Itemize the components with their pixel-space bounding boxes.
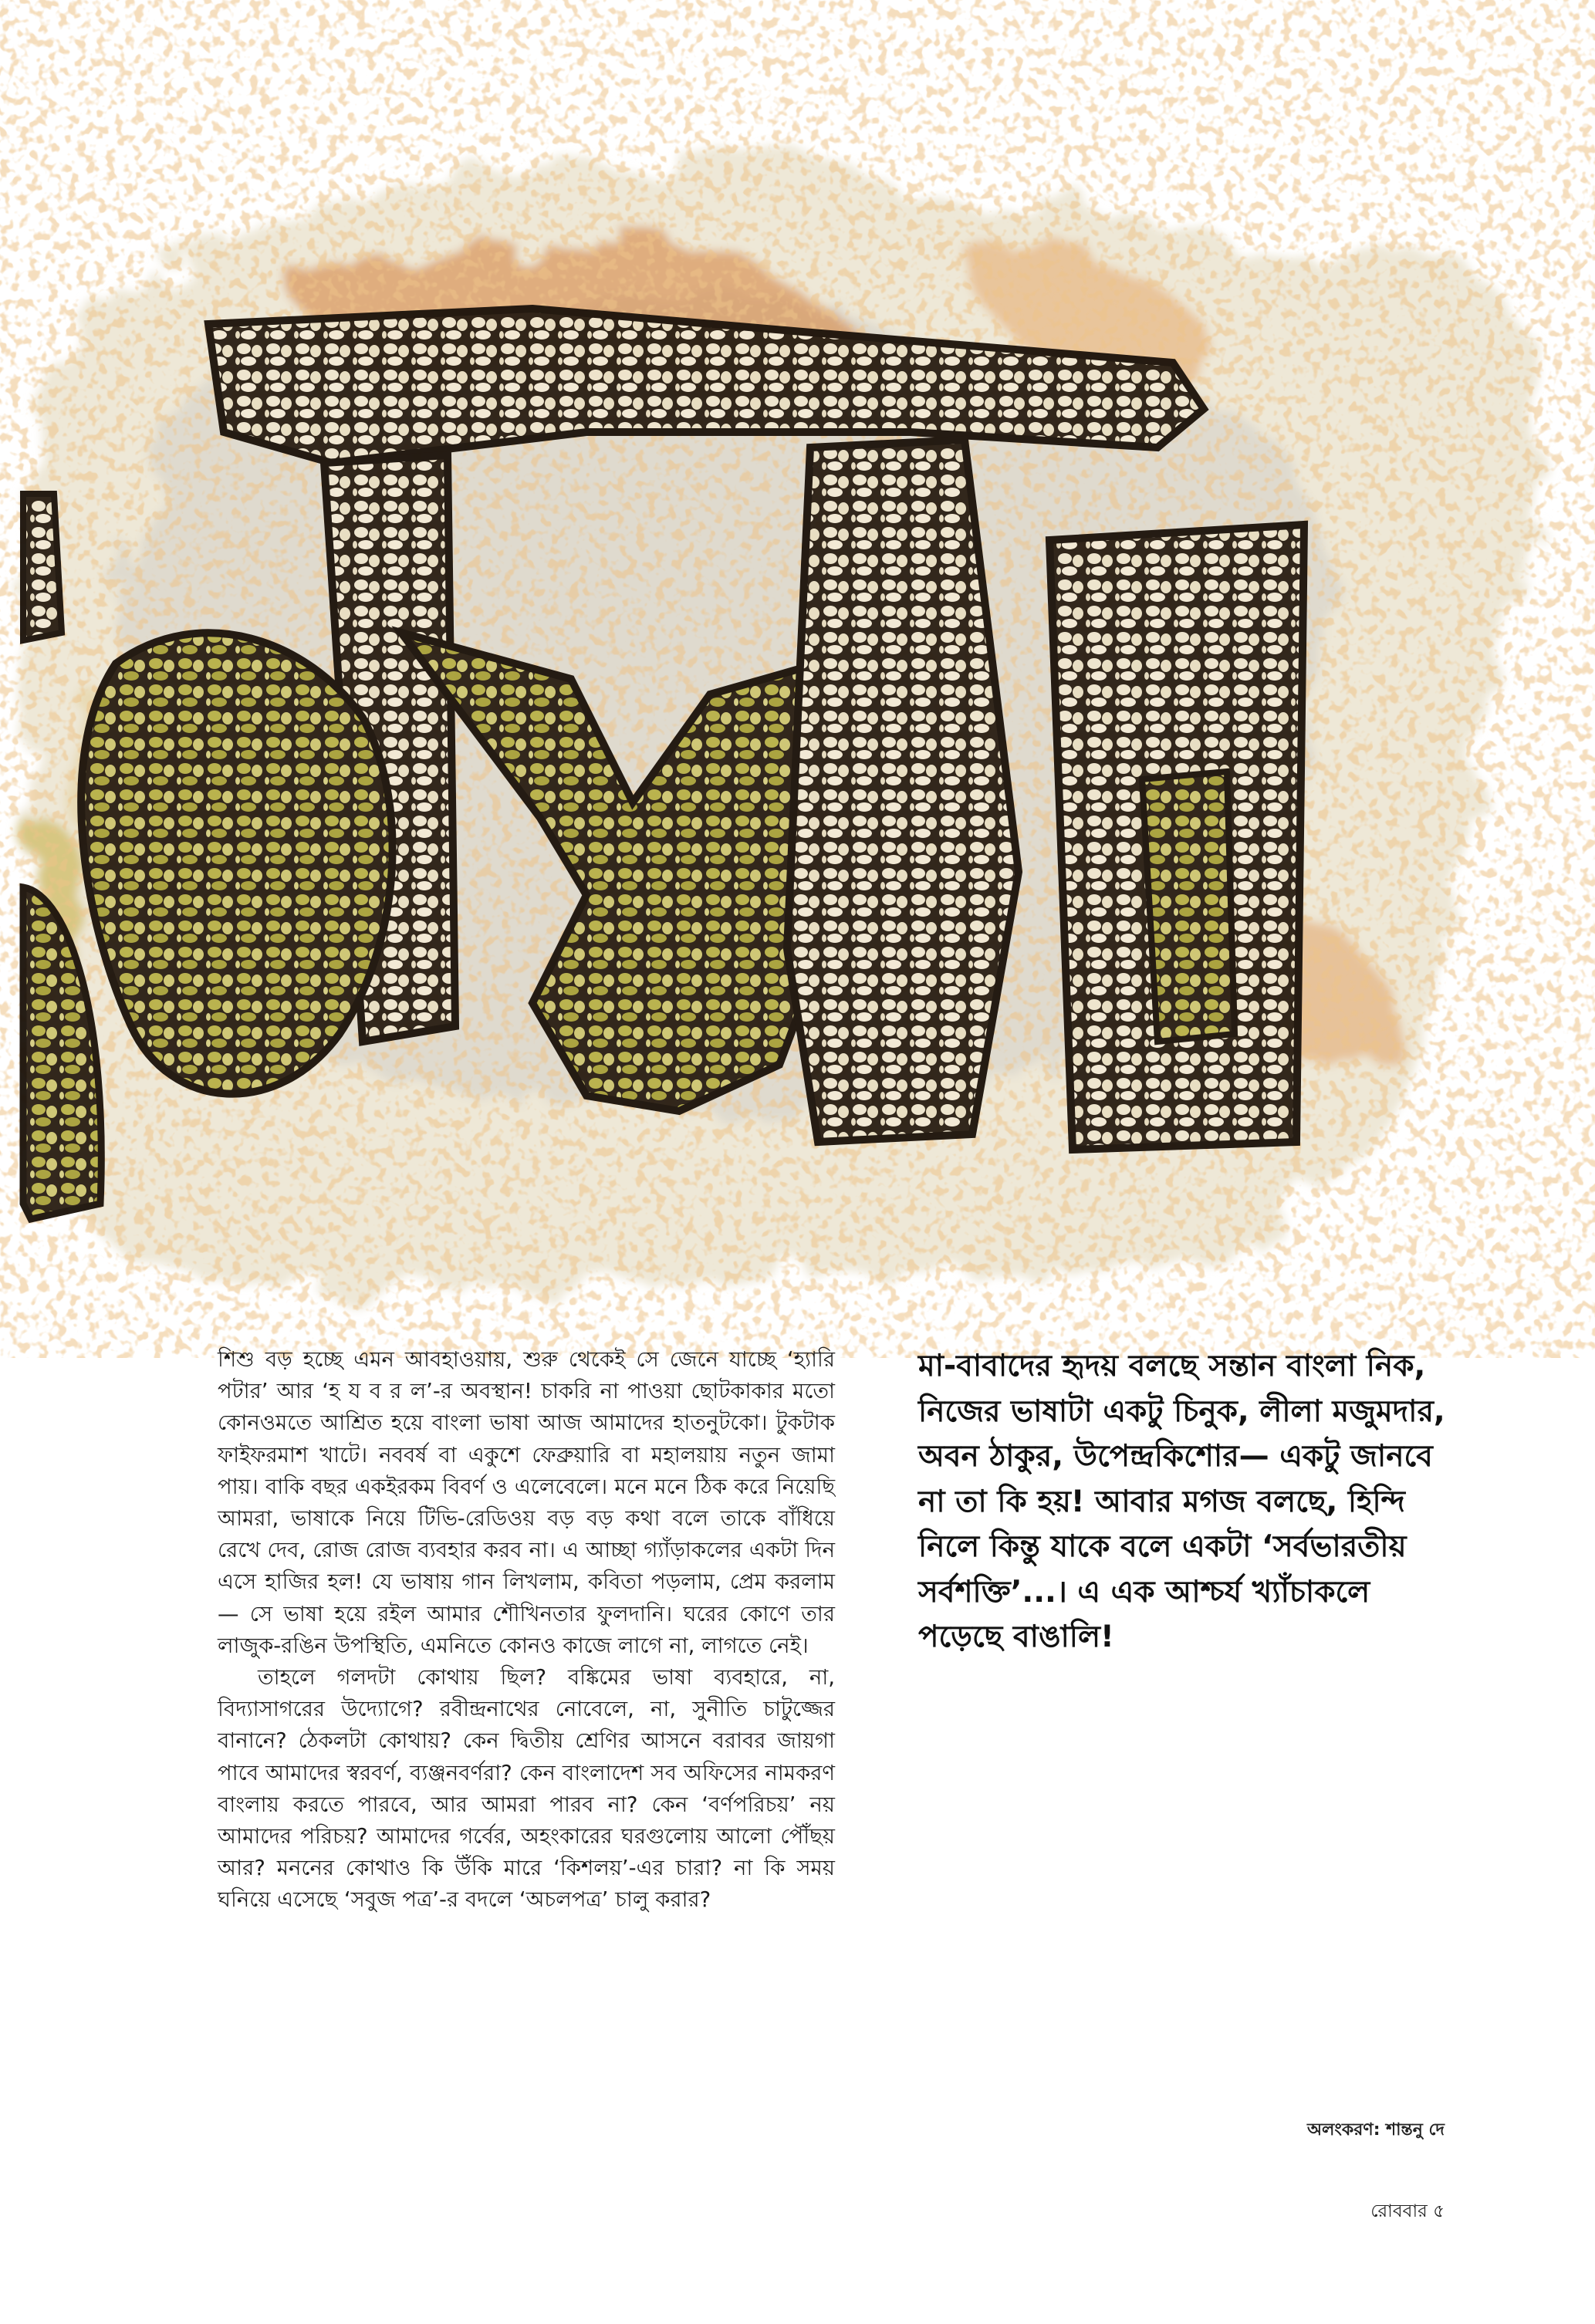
illustration-credit: অলংকরণ: শান্তনু দে (1306, 2120, 1445, 2140)
pull-quote: মা-বাবাদের হৃদয় বলছে সন্তান বাংলা নিক, নিজের ভাষাটা একটু চিনুক, লীলা মজুমদার, অবন ঠাকুর, উপেন্দ্রকিশোর— একটু জানবে না তা কি হয়! আবার মগজ বলছে, হিন্দি নিলে কিন্তু যাকে বলে একটা ‘সর্বভারতীয় সর্বশক্তি’...। এ এক আশ্চর্য খ্যাঁচাকলে পড়েছে বাঙালি! (918, 1349, 1445, 1654)
article-body (218, 1344, 835, 1917)
page-footer: রোববার ৫ (1370, 2201, 1445, 2221)
article-paragraph-2: তাহলে গলদটা কোথায় ছিল? বঙ্কিমের ভাষা ব্যবহারে, না, বিদ্যাসাগরের উদ্যোগে? রবীন্দ্রনাথের নোবেলে, না, সুনীতি চাটুজ্জের বানানে? ঠেকলটা কোথায়? কেন দ্বিতীয় শ্রেণির আসনে বরাবর জায়গা পাবে আমাদের স্বরবর্ণ, ব্যঞ্জনবর্ণরা? কেন বাংলাদেশ সব অফিসের নামকরণ বাংলায় করতে পারবে, আর আমরা পারব না? কেন ‘বর্ণপরিচয়’ নয় আমাদের পরিচয়? আমাদের গর্বের, অহংকারের ঘরগুলোয় আলো পৌঁছয় আর? মননের কোথাও কি উঁকি মারে ‘কিশলয়’-এর চারা? না কি সময় ঘনিয়ে এসেছে ‘সবুজ পত্র’-র বদলে ‘অচলপত্র’ চালু করার? (218, 1665, 835, 1913)
article-paragraph-1: শিশু বড় হচ্ছে এমন আবহাওয়ায়, শুরু থেকেই সে জেনে যাচ্ছে ‘হ্যারি পটার’ আর ‘হ য ব র ল’-র অবস্থান! চাকরি না পাওয়া ছোটকাকার মতো কোনওমতে আশ্রিত হয়ে বাংলা ভাষা আজ আমাদের হাতনুটকো। টুকটাক ফাইফরমাশ খাটে। নববর্ষ বা একুশে ফেব্রুয়ারি বা মহালয়ায় নতুন জামা পায়। বাকি বছর একইরকম বিবর্ণ ও এলেবেলে। মনে মনে ঠিক করে নিয়েছি আমরা, ভাষাকে নিয়ে টিভি-রেডিওয় বড় বড় কথা বলে তাকে বাঁধিয়ে রেখে দেব, রোজ রোজ ব্যবহার করব না। এ আচ্ছা গ্যাঁড়াকলের একটা দিন এসে হাজির হল! যে ভাষায় গান লিখলাম, কবিতা পড়লাম, প্রেম করলাম— সে ভাষা হয়ে রইল আমার শৌখিনতার ফুলদানি। ঘরের কোণে তার লাজুক-রঙিন উপস্থিতি, এমনিতে কোনও কাজে লাগে না, লাগতে নেই। (218, 1347, 835, 1658)
